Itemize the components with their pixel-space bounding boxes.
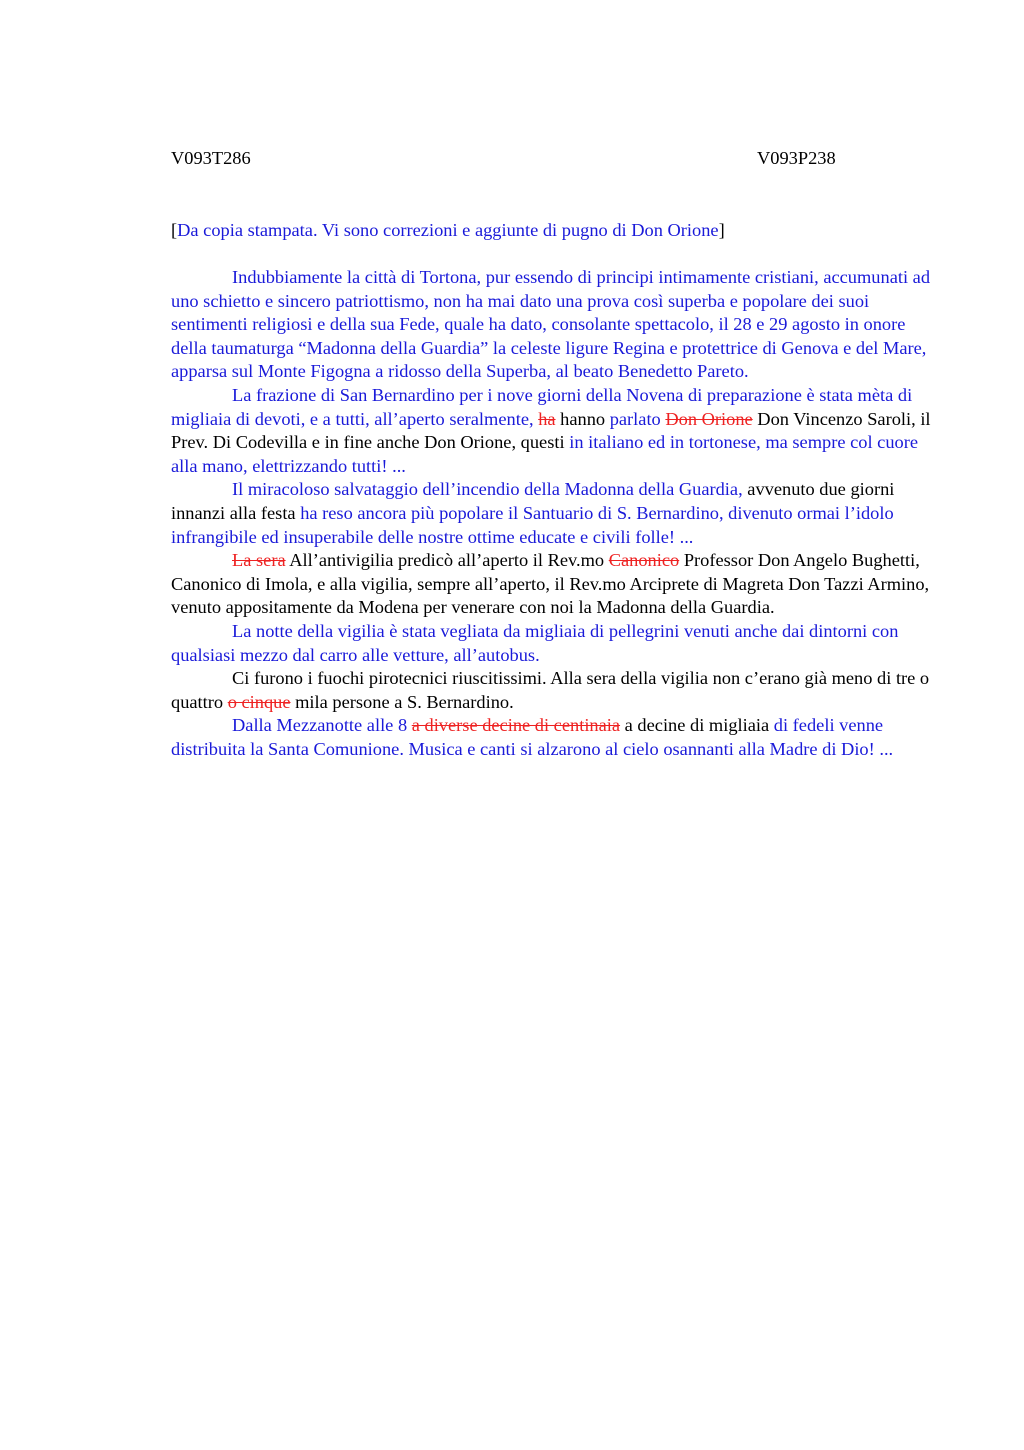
note-text: Da copia stampata. Vi sono correzioni e aggiunte di pugno di Don Orione [177,220,719,240]
document-page [171,146,931,761]
deleted-text: ha [538,408,556,429]
added-text: Don Vincenzo Saroli, il Prev. Di Codevilla e in fine anche Don Orione, questi [171,408,931,453]
original-text: parlato [609,408,666,429]
paragraph-7 [171,714,931,761]
editorial-note [171,218,931,242]
original-text: La notte della vigilia è stata vegliata da migliaia di pellegrini venuti anche dai dintorni con qualsiasi mezzo dal carro alle vetture, all’autobus. [171,620,899,665]
deleted-text: a diverse decine di centinaia [411,715,621,736]
document-body [171,266,931,761]
added-text: Professor Don Angelo Bughetti, Canonico di Imola, e alla vigilia, sempre all’aperto, il Rev.mo Arciprete di Magreta Don Tazzi Armino, venuto appositamente da Modena per venerare con noi la Madonna della Guardia. [171,550,930,618]
added-text: a decine di migliaia [620,715,774,736]
deleted-text: Canonico [608,550,680,571]
note-close-bracket: ] [718,220,725,240]
document-code-left: V093T286 [171,148,251,168]
original-text: ha reso ancora più popolare il Santuario di S. Bernardino, divenuto ormai l’idolo infrangibile ed insuperabile delle nostre ottime educate e civili folle! ... [171,502,894,547]
paragraph-6 [171,667,931,714]
note-open-bracket: [ [171,220,178,240]
added-text: Ci furono i fuochi pirotecnici riuscitissimi. Alla sera della vigilia non c’erano già meno di tre o quattro [171,668,930,712]
added-text: hanno [555,408,610,429]
added-text: avvenuto due giorni innanzi alla festa [171,479,895,523]
header-row [171,146,931,170]
deleted-text: o cinque [227,691,291,712]
original-text: in italiano ed in tortonese, ma sempre col cuore alla mano, elettrizzando tutti! ... [171,432,918,476]
paragraph-3 [171,478,931,549]
paragraph-1 [171,266,931,384]
paragraph-2 [171,384,931,478]
original-text: di fedeli venne distribuita la Santa Comunione. Musica e canti si alzarono al cielo osannanti alla Madre di Dio! ... [171,715,894,759]
original-text: Dalla Mezzanotte alle 8 [232,715,412,736]
original-text: Il miracoloso salvataggio dell’incendio della Madonna della Guardia, [232,479,743,500]
paragraph-4 [171,549,931,620]
original-text: La frazione di San Bernardino per i nove giorni della Novena di preparazione è stata mèta di migliaia di devoti, e a tutti, all’aperto seralmente, [171,384,913,429]
deleted-text: Don Orione [665,408,753,429]
original-text: Indubbiamente la città di Tortona, pur essendo di principi intimamente cristiani, accumunati ad uno schietto e sincero patriottismo, non ha mai dato una prova così superba e popolare dei suoi sentimenti religiosi e della sua Fede, quale ha dato, consolante spettacolo, il 28 e 29 agosto in onore della taumaturga “Madonna della Guardia” la celeste ligure Regina e protettrice di Genova e del Mare, apparsa sul Monte Figogna a ridosso della Superba, al beato Benedetto Pareto. [171,267,931,382]
added-text: All’antivigilia predicò all’aperto il Rev.mo [285,550,609,571]
document-code-right: V093P238 [757,148,836,168]
paragraph-5 [171,620,931,667]
deleted-text: La sera [232,550,286,571]
added-text: mila persone a S. Bernardino. [290,691,514,712]
